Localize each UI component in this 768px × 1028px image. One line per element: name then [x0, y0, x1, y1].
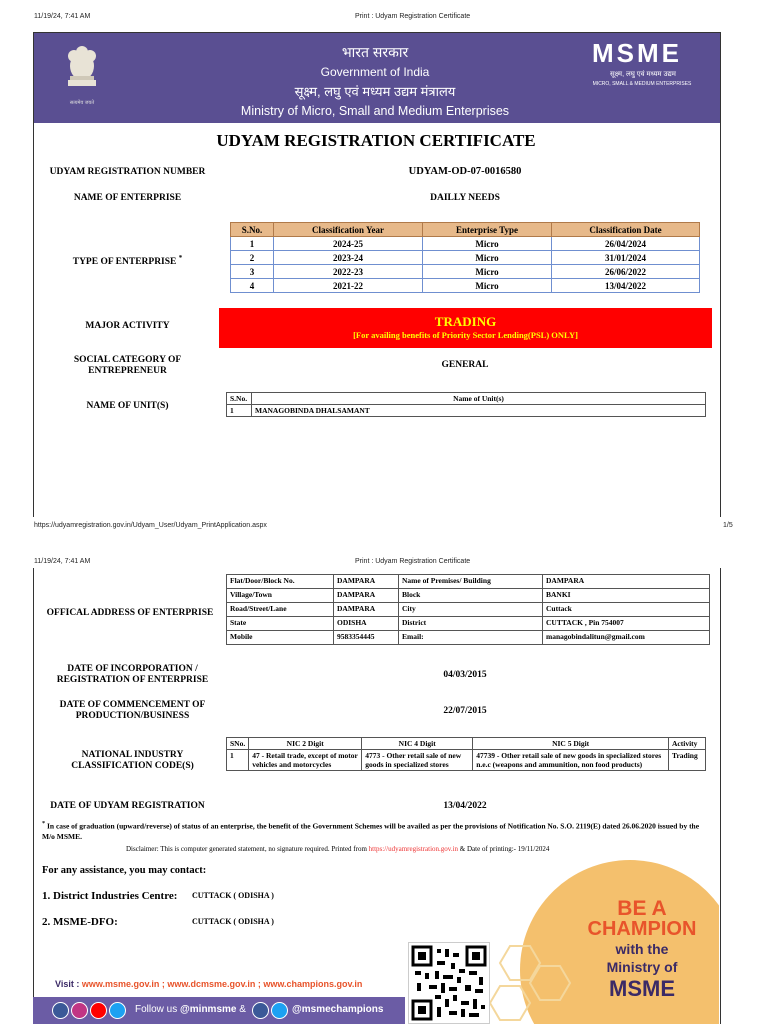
champion-ministry-of: Ministry of	[606, 959, 678, 975]
cell: 47739 - Other retail sale of new goods in specialized stores n.e.c (weapons and ammunition, non food products)	[473, 750, 669, 771]
cell: Road/Street/Lane	[227, 603, 334, 617]
col-nic2: NIC 2 Digit	[249, 738, 362, 750]
incorp-line1: DATE OF INCORPORATION /	[67, 664, 198, 674]
cell: DAMPARA	[543, 575, 710, 589]
cell: DAMPARA	[334, 575, 399, 589]
table-row	[227, 575, 710, 589]
nic-line1: NATIONAL INDUSTRY	[81, 750, 184, 760]
col-nic5: NIC 5 Digit	[473, 738, 669, 750]
facebook-icon[interactable]	[252, 1002, 269, 1019]
print-date-2: 11/19/24, 7:41 AM	[34, 558, 91, 565]
classification-table	[230, 222, 700, 293]
unit-table	[226, 392, 706, 417]
disclaimer-text-b: & Date of printing:- 19/11/2024	[458, 845, 550, 853]
youtube-icon[interactable]	[90, 1002, 107, 1019]
enterprise-name-label: NAME OF ENTERPRISE	[73, 193, 182, 203]
cell: 26/06/2022	[552, 265, 700, 279]
enterprise-type-label: TYPE OF ENTERPRISE *	[72, 254, 183, 268]
col-activity: Activity	[669, 738, 706, 750]
cell: Trading	[669, 750, 706, 771]
nic-header-row	[227, 738, 706, 750]
major-activity-box	[219, 308, 712, 348]
govt-title: Government of India	[320, 65, 430, 79]
dic-value: CUTTACK ( ODISHA )	[192, 891, 274, 900]
follow-handle-2[interactable]: @msmechampions	[292, 1004, 384, 1015]
incorporation-value: 04/03/2015	[443, 670, 487, 680]
social-icons	[52, 1002, 126, 1020]
col-sno: SNo.	[227, 738, 249, 750]
ministry-title: Ministry of Micro, Small and Medium Enterprises	[240, 104, 510, 118]
champion-word: CHAMPION	[587, 918, 697, 940]
reg-number-value: UDYAM-OD-07-0016580	[408, 166, 522, 177]
cell: Micro	[423, 265, 552, 279]
unit-header-row	[227, 393, 706, 405]
cell: Cuttack	[543, 603, 710, 617]
facebook-icon[interactable]	[52, 1002, 69, 1019]
reg-number-label: UDYAM REGISTRATION NUMBER	[49, 167, 206, 177]
table-row	[227, 750, 706, 771]
unit-name-label: NAME OF UNIT(S)	[86, 401, 169, 411]
nic-table	[226, 737, 706, 771]
table-row	[227, 405, 706, 417]
visit-links[interactable]: www.msme.gov.in ; www.dcmsme.gov.in ; www.champions.gov.in	[81, 979, 363, 989]
disclaimer	[126, 845, 549, 853]
major-activity-note: [For availing benefits of Priority Sector Lending(PSL) ONLY]	[353, 330, 578, 340]
cell: ODISHA	[334, 617, 399, 631]
cell: 4773 - Other retail sale of new goods in specialized stores	[362, 750, 473, 771]
incorporation-label	[40, 664, 225, 686]
cell: BANKI	[543, 589, 710, 603]
incorp-line2: REGISTRATION OF ENTERPRISE	[56, 675, 209, 685]
follow-handle-1[interactable]: @minmsme	[180, 1004, 237, 1015]
major-activity-label: MAJOR ACTIVITY	[85, 321, 170, 331]
udyam-date-label: DATE OF UDYAM REGISTRATION	[50, 801, 205, 811]
cell: 2023-24	[274, 251, 423, 265]
table-row	[227, 617, 710, 631]
note-star: *	[42, 820, 46, 827]
table-row	[231, 251, 700, 265]
assist-title: For any assistance, you may contact:	[42, 865, 207, 876]
enterprise-name-value: DAILLY NEEDS	[430, 193, 500, 203]
follow-amp: &	[239, 1004, 246, 1015]
cell: DAMPARA	[334, 589, 399, 603]
table-row	[231, 237, 700, 251]
cell: 1	[231, 237, 274, 251]
cell: State	[227, 617, 334, 631]
cell: 2021-22	[274, 279, 423, 293]
cell: 31/01/2024	[552, 251, 700, 265]
nic-line2: CLASSIFICATION CODE(S)	[71, 761, 194, 771]
champion-be-a: BE A	[617, 897, 667, 920]
msme-logo: MSME	[592, 38, 682, 68]
social-icons-2	[252, 1002, 288, 1024]
print-title-2: Print : Udyam Registration Certificate	[355, 558, 471, 565]
follow-label: Follow us	[135, 1004, 178, 1015]
print-date: 11/19/24, 7:41 AM	[34, 13, 91, 20]
cell: 4	[231, 279, 274, 293]
dfo-label: 2. MSME-DFO:	[42, 916, 118, 928]
cell: Email:	[399, 631, 543, 645]
cell: 2	[231, 251, 274, 265]
commence-line2: PRODUCTION/BUSINESS	[75, 711, 190, 721]
cell: Micro	[423, 251, 552, 265]
twitter-icon[interactable]	[271, 1002, 288, 1019]
social-category-value: GENERAL	[441, 360, 489, 370]
major-activity-value: TRADING	[434, 314, 497, 329]
col-date: Classification Date	[552, 223, 700, 237]
table-row	[227, 589, 710, 603]
cell: CUTTACK , Pin 754007	[543, 617, 710, 631]
col-unit-name: Name of Unit(s)	[252, 393, 706, 405]
cell: Micro	[423, 237, 552, 251]
emblem-caption: सत्यमेव जयते	[69, 100, 95, 106]
col-sno: S.No.	[231, 223, 274, 237]
hindi-govt: भारत सरकार	[341, 44, 409, 60]
cell: Name of Premises/ Building	[399, 575, 543, 589]
certificate-title: UDYAM REGISTRATION CERTIFICATE	[216, 131, 536, 150]
msme-sub: MICRO, SMALL & MEDIUM ENTERPRISES	[592, 81, 692, 87]
cell: managobindalitun@gmail.com	[543, 631, 710, 645]
nic-label	[40, 750, 225, 772]
footer-url[interactable]: https://udyamregistration.gov.in/Udyam_User/Udyam_PrintApplication.aspx	[34, 522, 267, 529]
cell: District	[399, 617, 543, 631]
social-label-line2: ENTREPRENEUR	[88, 366, 167, 376]
graduation-note	[42, 819, 706, 842]
col-type: Enterprise Type	[423, 223, 552, 237]
twitter-icon[interactable]	[109, 1002, 126, 1019]
instagram-icon[interactable]	[71, 1002, 88, 1019]
msme-hindi: सूक्ष्म, लघु एवं मध्यम उद्यम	[610, 71, 676, 78]
cell: 3	[231, 265, 274, 279]
type-star: *	[178, 254, 183, 262]
follow-text	[135, 1004, 246, 1015]
disclaimer-text-a: Disclaimer: This is computer generated statement, no signature required. Printed from	[126, 845, 369, 853]
table-row	[227, 631, 710, 645]
dic-label: 1. District Industries Centre:	[42, 890, 178, 902]
cell: City	[399, 603, 543, 617]
col-sno: S.No.	[227, 393, 252, 405]
table-row	[231, 265, 700, 279]
cell: 47 - Retail trade, except of motor vehicles and motorcycles	[249, 750, 362, 771]
champion-with-the: with the	[615, 941, 669, 957]
social-category-label	[40, 355, 215, 377]
footer-page: 1/5	[723, 522, 733, 529]
visit-label: Visit :	[55, 979, 82, 989]
qr-code-icon	[408, 942, 490, 1024]
commencement-label	[40, 700, 225, 722]
commence-line1: DATE OF COMMENCEMENT OF	[59, 700, 206, 710]
visit-line	[55, 979, 362, 989]
print-title: Print : Udyam Registration Certificate	[355, 13, 471, 20]
cell: 13/04/2022	[552, 279, 700, 293]
col-year: Classification Year	[274, 223, 423, 237]
address-table	[226, 574, 710, 645]
cell: Micro	[423, 279, 552, 293]
cell: MANAGOBINDA DHALSAMANT	[252, 405, 706, 417]
champion-msme: MSME	[609, 976, 675, 1001]
dfo-value: CUTTACK ( ODISHA )	[192, 917, 274, 926]
note-text: In case of graduation (upward/reverse) of status of an enterprise, the benefit of the Government Schemes will be availed as per the provisions of Notification No. S.O. 2119(E) dated 26.06.2020 issued by the M/o MSME.	[42, 821, 700, 841]
cell: 26/04/2024	[552, 237, 700, 251]
cell: 9583354445	[334, 631, 399, 645]
classification-header-row	[231, 223, 700, 237]
cell: Flat/Door/Block No.	[227, 575, 334, 589]
disclaimer-link[interactable]: https://udyamregistration.gov.in	[368, 845, 459, 853]
cell: 2024-25	[274, 237, 423, 251]
social-label-line1: SOCIAL CATEGORY OF	[73, 355, 182, 365]
table-row	[231, 279, 700, 293]
cell: 2022-23	[274, 265, 423, 279]
national-emblem-icon	[60, 42, 104, 98]
cell: Mobile	[227, 631, 334, 645]
cell: 1	[227, 405, 252, 417]
udyam-date-value: 13/04/2022	[443, 801, 487, 811]
hindi-ministry: सूक्ष्म, लघु एवं मध्यम उद्यम मंत्रालय	[294, 84, 456, 99]
table-row	[227, 603, 710, 617]
address-label: OFFICAL ADDRESS OF ENTERPRISE	[46, 608, 214, 618]
cell: DAMPARA	[334, 603, 399, 617]
col-nic4: NIC 4 Digit	[362, 738, 473, 750]
cell: 1	[227, 750, 249, 771]
commencement-value: 22/07/2015	[443, 706, 487, 716]
cell: Village/Town	[227, 589, 334, 603]
cell: Block	[399, 589, 543, 603]
